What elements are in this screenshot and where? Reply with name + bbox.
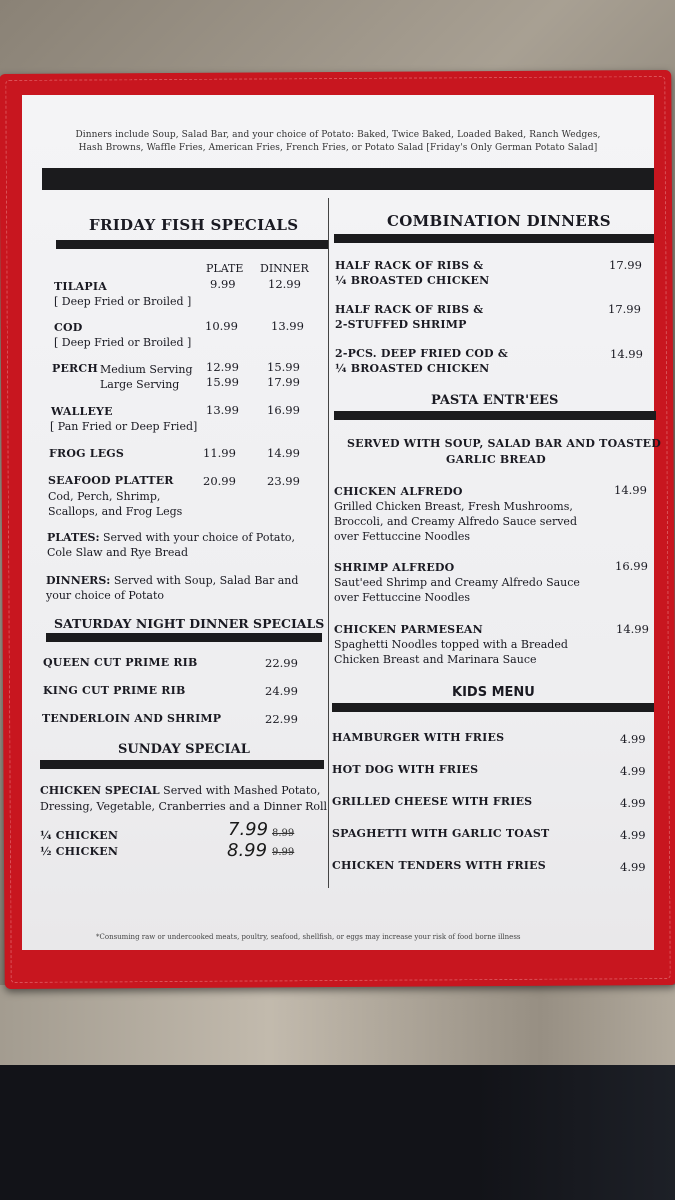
chicken-parmesean-desc-2: Chicken Breast and Marinara Sauce [334, 653, 537, 666]
chicken-parmesean-name: CHICKEN PARMESEAN [334, 623, 483, 636]
half-chicken-old-price: 9.99 [272, 847, 295, 858]
sunday-title: SUNDAY SPECIAL [118, 742, 250, 757]
pasta-title-bar [334, 411, 656, 420]
shrimp-alfredo-desc-1: Saut'eed Shrimp and Creamy Alfredo Sauce [334, 576, 580, 589]
perch-large-dinner-price: 17.99 [267, 375, 300, 389]
kids-menu-title: KIDS MENU [452, 685, 535, 700]
dinners-info: DINNERS: Served with Soup, Salad Bar and [46, 574, 299, 587]
tilapia-plate-price: 9.99 [210, 277, 236, 291]
king-cut-name: KING CUT PRIME RIB [43, 684, 186, 697]
saturday-title: SATURDAY NIGHT DINNER SPECIALS [54, 616, 325, 631]
perch-large-label: Large Serving [100, 378, 180, 391]
chicken-special-line-1: CHICKEN SPECIAL Served with Mashed Potato, [40, 784, 321, 797]
shrimp-alfredo-name: SHRIMP ALFREDO [334, 561, 455, 574]
chicken-special-line-2: Dressing, Vegetable, Cranberries and a Dinner Roll [40, 800, 328, 813]
kids-menu-title-bar [332, 703, 654, 712]
seafood-platter-plate-price: 20.99 [203, 474, 236, 488]
quarter-chicken-new-price: 7.99 [228, 819, 269, 840]
kids-hamburger-price: 4.99 [620, 732, 646, 746]
perch-medium-label: Medium Serving [100, 363, 193, 376]
tilapia-name: TILAPIA [54, 280, 107, 293]
dinners-info-2: your choice of Potato [46, 589, 165, 602]
combo-3-line-1: 2-PCS. DEEP FRIED COD & [335, 347, 508, 360]
combo-1-line-2: ¼ BROASTED CHICKEN [335, 274, 490, 287]
perch-large-plate-price: 15.99 [206, 375, 239, 389]
frog-legs-plate-price: 11.99 [203, 446, 236, 460]
chicken-parmesean-price: 14.99 [616, 622, 649, 636]
chicken-alfredo-name: CHICKEN ALFREDO [334, 485, 463, 498]
kids-spaghetti-price: 4.99 [620, 828, 646, 842]
kids-hamburger-name: HAMBURGER WITH FRIES [332, 731, 505, 744]
walleye-name: WALLEYE [51, 405, 113, 418]
column-divider [328, 198, 329, 888]
walleye-dinner-price: 16.99 [267, 403, 300, 417]
half-chicken-label: ½ CHICKEN [40, 845, 119, 858]
seafood-platter-name: SEAFOOD PLATTER [48, 474, 174, 487]
frog-legs-dinner-price: 14.99 [267, 446, 300, 460]
combo-1-price: 17.99 [609, 258, 642, 272]
combo-3-price: 14.99 [610, 347, 643, 361]
walleye-plate-price: 13.99 [206, 403, 239, 417]
kids-spaghetti-name: SPAGHETTI WITH GARLIC TOAST [332, 827, 550, 840]
chicken-alfredo-desc-3: over Fettuccine Noodles [334, 530, 471, 543]
cod-name: COD [54, 321, 83, 334]
king-cut-price: 24.99 [265, 684, 298, 698]
walleye-note: [ Pan Fried or Deep Fried] [50, 420, 198, 433]
seafood-platter-desc-2: Scallops, and Frog Legs [48, 505, 183, 518]
chicken-alfredo-price: 14.99 [614, 483, 647, 497]
quarter-chicken-old-price: 8.99 [272, 828, 295, 839]
plates-info: PLATES: Served with your choice of Potato, [47, 531, 296, 544]
cod-note: [ Deep Fried or Broiled ] [54, 336, 192, 349]
perch-name: PERCH [52, 362, 98, 375]
combo-3-line-2: ¼ BROASTED CHICKEN [335, 362, 490, 375]
kids-hot-dog-name: HOT DOG WITH FRIES [332, 763, 479, 776]
tilapia-dinner-price: 12.99 [268, 277, 301, 291]
kids-grilled-cheese-name: GRILLED CHEESE WITH FRIES [332, 795, 533, 808]
kids-hot-dog-price: 4.99 [620, 764, 646, 778]
tenderloin-shrimp-price: 22.99 [265, 712, 298, 726]
combo-2-line-2: 2-STUFFED SHRIMP [335, 318, 467, 331]
tenderloin-shrimp-name: TENDERLOIN AND SHRIMP [42, 712, 222, 725]
kids-tenders-price: 4.99 [620, 860, 646, 874]
combo-2-price: 17.99 [608, 302, 641, 316]
queen-cut-name: QUEEN CUT PRIME RIB [43, 656, 198, 669]
perch-medium-dinner-price: 15.99 [267, 360, 300, 374]
intro-text: Dinners include Soup, Salad Bar, and your choice of Potato: Baked, Twice Baked, Loaded Baked, Ranch Wedges, Hash Browns, Waffle Fries, American Fries, French Fries, or Potato Salad [Friday's Only German Potato Salad] [75, 130, 601, 153]
cod-dinner-price: 13.99 [271, 319, 304, 333]
kids-tenders-name: CHICKEN TENDERS WITH FRIES [332, 859, 546, 872]
plates-info-2: Cole Slaw and Rye Bread [47, 546, 189, 559]
pasta-served-line-1: SERVED WITH SOUP, SALAD BAR AND TOASTED [347, 437, 661, 450]
frog-legs-name: FROG LEGS [49, 447, 125, 460]
countertop [0, 985, 675, 1065]
combination-title: COMBINATION DINNERS [387, 212, 611, 230]
chicken-alfredo-desc-2: Broccoli, and Creamy Alfredo Sauce served [334, 515, 577, 528]
menu-page [22, 95, 661, 950]
sunday-title-bar [40, 760, 324, 769]
shrimp-alfredo-desc-2: over Fettuccine Noodles [334, 591, 471, 604]
friday-title: FRIDAY FISH SPECIALS [89, 216, 299, 234]
perch-medium-plate-price: 12.99 [206, 360, 239, 374]
plate-column-header: PLATE [206, 262, 244, 275]
quarter-chicken-label: ¼ CHICKEN [40, 829, 119, 842]
seafood-platter-dinner-price: 23.99 [267, 474, 300, 488]
food-safety-footnote: *Consuming raw or undercooked meats, poultry, seafood, shellfish, or eggs may increase your risk of food borne illness [96, 933, 521, 941]
kids-grilled-cheese-price: 4.99 [620, 796, 646, 810]
chicken-alfredo-desc-1: Grilled Chicken Breast, Fresh Mushrooms, [334, 500, 573, 513]
combination-title-bar [334, 234, 654, 243]
dinner-column-header: DINNER [260, 262, 309, 275]
half-chicken-new-price: 8.99 [227, 840, 268, 861]
shrimp-alfredo-price: 16.99 [615, 559, 648, 573]
header-divider-bar [42, 168, 654, 190]
floor-background [0, 1065, 675, 1200]
cod-plate-price: 10.99 [205, 319, 238, 333]
chicken-parmesean-desc-1: Spaghetti Noodles topped with a Breaded [334, 638, 568, 651]
tilapia-note: [ Deep Fried or Broiled ] [54, 295, 192, 308]
combo-1-line-1: HALF RACK OF RIBS & [335, 259, 484, 272]
pasta-title: PASTA ENTR'EES [431, 393, 559, 408]
seafood-platter-desc-1: Cod, Perch, Shrimp, [48, 490, 161, 503]
queen-cut-price: 22.99 [265, 656, 298, 670]
combo-2-line-1: HALF RACK OF RIBS & [335, 303, 484, 316]
friday-title-bar [56, 240, 328, 249]
saturday-title-bar [46, 633, 322, 642]
pasta-served-line-2: GARLIC BREAD [446, 453, 546, 466]
